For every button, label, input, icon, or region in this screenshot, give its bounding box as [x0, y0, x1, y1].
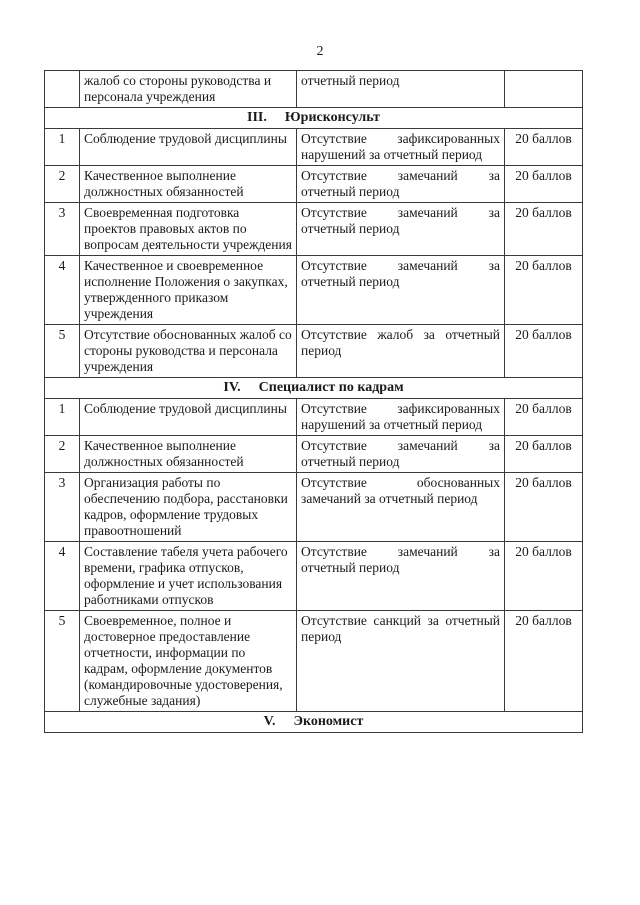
- indicator-cell: Своевременная подготовка проектов правовых актов по вопросам деятельности учреждения: [80, 203, 297, 256]
- criterion-cell: Отсутствие замечаний за отчетный период: [297, 256, 505, 325]
- table-row: [45, 473, 583, 542]
- indicator-cell: Соблюдение трудовой дисциплины: [80, 399, 297, 436]
- points-cell: 20 баллов: [505, 256, 583, 325]
- table-row: [45, 611, 583, 712]
- section-roman-numeral: IV.: [223, 380, 241, 395]
- criterion-cell: Отсутствие зафиксированных нарушений за отчетный период: [297, 129, 505, 166]
- criterion-cell: Отсутствие замечаний за отчетный период: [297, 542, 505, 611]
- indicator-cell: жалоб со стороны руководства и персонала учреждения: [80, 71, 297, 108]
- table-row: [45, 166, 583, 203]
- indicator-cell: Своевременное, полное и достоверное предоставление отчетности, информации по кадрам, оформление документов (командировочные удостоверения, служебные задания): [80, 611, 297, 712]
- section-header-row: [45, 378, 583, 399]
- points-cell: 20 баллов: [505, 473, 583, 542]
- section-name: Специалист по кадрам: [258, 380, 404, 395]
- page-number: 2: [316, 44, 324, 59]
- table-row: [45, 129, 583, 166]
- table-row: [45, 71, 583, 108]
- table-row: [45, 203, 583, 256]
- row-number-cell: 1: [45, 399, 80, 436]
- section-header-row: [45, 712, 583, 733]
- criteria-table-body: [45, 71, 583, 733]
- criterion-cell: Отсутствие обоснованных замечаний за отчетный период: [297, 473, 505, 542]
- row-number-cell: 3: [45, 473, 80, 542]
- points-cell: 20 баллов: [505, 166, 583, 203]
- row-number-cell: 5: [45, 325, 80, 378]
- section-roman-numeral: III.: [247, 110, 267, 125]
- indicator-cell: Качественное и своевременное исполнение Положения о закупках, утвержденного приказом учреждения: [80, 256, 297, 325]
- points-cell: 20 баллов: [505, 129, 583, 166]
- criterion-cell: Отсутствие замечаний за отчетный период: [297, 203, 505, 256]
- section-name: Экономист: [293, 714, 364, 729]
- criterion-cell: отчетный период: [297, 71, 505, 108]
- points-cell: 20 баллов: [505, 611, 583, 712]
- table-row: [45, 542, 583, 611]
- points-cell: 20 баллов: [505, 542, 583, 611]
- indicator-cell: Отсутствие обоснованных жалоб со стороны руководства и персонала учреждения: [80, 325, 297, 378]
- section-title: [45, 108, 583, 129]
- row-number-cell: 4: [45, 256, 80, 325]
- section-title: [45, 712, 583, 733]
- indicator-cell: Организация работы по обеспечению подбора, расстановки кадров, оформление трудовых правоотношений: [80, 473, 297, 542]
- criterion-cell: Отсутствие жалоб за отчетный период: [297, 325, 505, 378]
- criterion-cell: Отсутствие санкций за отчетный период: [297, 611, 505, 712]
- table-row: [45, 325, 583, 378]
- section-title: [45, 378, 583, 399]
- table-row: [45, 256, 583, 325]
- points-cell: 20 баллов: [505, 436, 583, 473]
- table-row: [45, 399, 583, 436]
- table-row: [45, 436, 583, 473]
- row-number-cell: 1: [45, 129, 80, 166]
- section-roman-numeral: V.: [263, 714, 276, 729]
- points-cell: 20 баллов: [505, 325, 583, 378]
- criterion-cell: Отсутствие зафиксированных нарушений за отчетный период: [297, 399, 505, 436]
- criterion-cell: Отсутствие замечаний за отчетный период: [297, 166, 505, 203]
- section-header-row: [45, 108, 583, 129]
- indicator-cell: Составление табеля учета рабочего времени, графика отпусков, оформление и учет использования работниками отпусков: [80, 542, 297, 611]
- points-cell: [505, 71, 583, 108]
- indicator-cell: Качественное выполнение должностных обязанностей: [80, 166, 297, 203]
- criterion-cell: Отсутствие замечаний за отчетный период: [297, 436, 505, 473]
- row-number-cell: [45, 71, 80, 108]
- points-cell: 20 баллов: [505, 203, 583, 256]
- row-number-cell: 5: [45, 611, 80, 712]
- criteria-table: [44, 70, 583, 733]
- points-cell: 20 баллов: [505, 399, 583, 436]
- row-number-cell: 4: [45, 542, 80, 611]
- indicator-cell: Соблюдение трудовой дисциплины: [80, 129, 297, 166]
- row-number-cell: 3: [45, 203, 80, 256]
- row-number-cell: 2: [45, 166, 80, 203]
- indicator-cell: Качественное выполнение должностных обязанностей: [80, 436, 297, 473]
- section-name: Юрисконсульт: [284, 110, 380, 125]
- row-number-cell: 2: [45, 436, 80, 473]
